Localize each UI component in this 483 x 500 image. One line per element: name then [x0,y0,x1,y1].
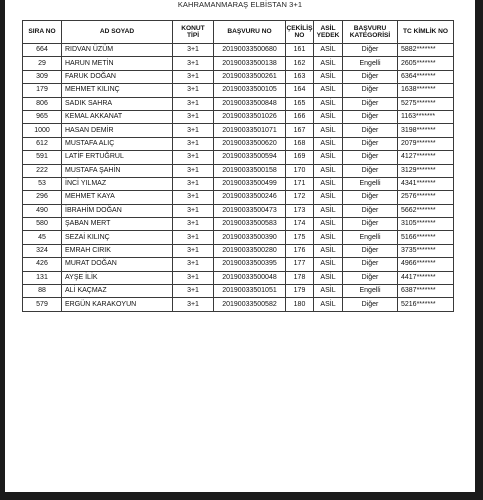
table-row [23,231,454,244]
header-basvuru-no: BAŞVURU NO [214,21,286,44]
table-row [23,177,454,190]
cell-ad-soyad: HARUN METİN [62,57,173,70]
cell-konut-tipi: 3+1 [173,285,214,298]
cell-konut-tipi: 3+1 [173,124,214,137]
cell-cekilis-no: 172 [286,191,314,204]
cell-cekilis-no: 165 [286,97,314,110]
table-row [23,164,454,177]
cell-asil-yedek: ASİL [314,298,343,311]
cell-basvuru-kategorisi: Diğer [343,271,398,284]
cell-tc-kimlik-no: 5662******* [398,204,454,217]
cell-sira-no: 131 [23,271,62,284]
cell-cekilis-no: 175 [286,231,314,244]
cell-konut-tipi: 3+1 [173,244,214,257]
cell-tc-kimlik-no: 3198******* [398,124,454,137]
cell-tc-kimlik-no: 6387******* [398,285,454,298]
cell-basvuru-kategorisi: Diğer [343,244,398,257]
cell-sira-no: 490 [23,204,62,217]
header-ad-soyad: AD SOYAD [62,21,173,44]
cell-asil-yedek: ASİL [314,164,343,177]
cell-asil-yedek: ASİL [314,285,343,298]
table-row [23,151,454,164]
cell-tc-kimlik-no: 3735******* [398,244,454,257]
cell-konut-tipi: 3+1 [173,164,214,177]
table-row [23,137,454,150]
cell-basvuru-no: 20190033500583 [214,218,286,231]
cell-asil-yedek: ASİL [314,124,343,137]
cell-sira-no: 1000 [23,124,62,137]
cell-ad-soyad: HASAN DEMİR [62,124,173,137]
cell-tc-kimlik-no: 6364******* [398,70,454,83]
cell-asil-yedek: ASİL [314,244,343,257]
cell-basvuru-kategorisi: Diğer [343,110,398,123]
cell-ad-soyad: ERGÜN KARAKOYUN [62,298,173,311]
cell-konut-tipi: 3+1 [173,298,214,311]
cell-sira-no: 29 [23,57,62,70]
cell-basvuru-no: 20190033500280 [214,244,286,257]
cell-basvuru-no: 20190033500499 [214,177,286,190]
cell-basvuru-no: 20190033500138 [214,57,286,70]
cell-tc-kimlik-no: 1163******* [398,110,454,123]
cell-sira-no: 222 [23,164,62,177]
cell-basvuru-kategorisi: Engelli [343,231,398,244]
table-row [23,271,454,284]
cell-ad-soyad: MURAT DOĞAN [62,258,173,271]
cell-sira-no: 580 [23,218,62,231]
table-row [23,110,454,123]
document-page [5,0,475,492]
cell-asil-yedek: ASİL [314,70,343,83]
cell-ad-soyad: EMRAH CIRIK [62,244,173,257]
header-konut-tipi-line1: KONUT [181,24,205,32]
cell-ad-soyad: MEHMET KILINÇ [62,84,173,97]
header-tc-kimlik-no: TC KİMLİK NO [398,21,454,44]
cell-cekilis-no: 162 [286,57,314,70]
cell-sira-no: 612 [23,137,62,150]
table-row [23,124,454,137]
cell-cekilis-no: 167 [286,124,314,137]
header-asil-yedek-line2: YEDEK [316,32,340,39]
cell-asil-yedek: ASİL [314,137,343,150]
cell-konut-tipi: 3+1 [173,231,214,244]
cell-tc-kimlik-no: 5275******* [398,97,454,110]
cell-cekilis-no: 180 [286,298,314,311]
cell-konut-tipi: 3+1 [173,151,214,164]
cell-basvuru-no: 20190033501051 [214,285,286,298]
cell-basvuru-kategorisi: Diğer [343,137,398,150]
cell-tc-kimlik-no: 4127******* [398,151,454,164]
cell-basvuru-kategorisi: Diğer [343,151,398,164]
cell-konut-tipi: 3+1 [173,110,214,123]
cell-sira-no: 965 [23,110,62,123]
cell-basvuru-no: 20190033500158 [214,164,286,177]
cell-ad-soyad: AYŞE İLİK [62,271,173,284]
header-cekilis-no-line2: NO [294,32,305,39]
cell-cekilis-no: 173 [286,204,314,217]
cell-asil-yedek: ASİL [314,191,343,204]
cell-basvuru-kategorisi: Diğer [343,204,398,217]
cell-asil-yedek: ASİL [314,231,343,244]
cell-basvuru-kategorisi: Diğer [343,218,398,231]
cell-cekilis-no: 177 [286,258,314,271]
table-row [23,44,454,57]
cell-ad-soyad: MUSTAFA ŞAHİN [62,164,173,177]
table-row [23,204,454,217]
cell-tc-kimlik-no: 3105******* [398,218,454,231]
cell-ad-soyad: ŞABAN MERT [62,218,173,231]
cell-ad-soyad: SADIK SAHRA [62,97,173,110]
cell-basvuru-no: 20190033500390 [214,231,286,244]
cell-basvuru-no: 20190033500620 [214,137,286,150]
cell-basvuru-no: 20190033500848 [214,97,286,110]
cell-sira-no: 806 [23,97,62,110]
table-row [23,298,454,311]
cell-ad-soyad: SEZAİ KILINÇ [62,231,173,244]
table-body [23,44,454,312]
cell-tc-kimlik-no: 2576******* [398,191,454,204]
cell-konut-tipi: 3+1 [173,137,214,150]
header-asil-yedek [314,21,343,44]
cell-tc-kimlik-no: 5216******* [398,298,454,311]
table-row [23,191,454,204]
cell-basvuru-no: 20190033500105 [214,84,286,97]
header-basvuru-kategorisi [343,21,398,44]
cell-sira-no: 426 [23,258,62,271]
cell-asil-yedek: ASİL [314,97,343,110]
table-row [23,97,454,110]
cell-basvuru-kategorisi: Engelli [343,177,398,190]
cell-basvuru-kategorisi: Engelli [343,57,398,70]
cell-tc-kimlik-no: 1638******* [398,84,454,97]
cell-konut-tipi: 3+1 [173,70,214,83]
header-basvuru-kategorisi-line1: BAŞVURU [353,24,387,32]
cell-sira-no: 579 [23,298,62,311]
cell-sira-no: 45 [23,231,62,244]
cell-sira-no: 88 [23,285,62,298]
table-row [23,218,454,231]
cell-tc-kimlik-no: 3129******* [398,164,454,177]
cell-cekilis-no: 179 [286,285,314,298]
cell-cekilis-no: 168 [286,137,314,150]
cell-konut-tipi: 3+1 [173,97,214,110]
cell-sira-no: 591 [23,151,62,164]
cell-konut-tipi: 3+1 [173,44,214,57]
cell-asil-yedek: ASİL [314,44,343,57]
cell-konut-tipi: 3+1 [173,218,214,231]
table-row [23,258,454,271]
cell-cekilis-no: 163 [286,70,314,83]
cell-sira-no: 324 [23,244,62,257]
cell-ad-soyad: RIDVAN ÜZÜM [62,44,173,57]
cell-tc-kimlik-no: 2079******* [398,137,454,150]
cell-sira-no: 309 [23,70,62,83]
cell-tc-kimlik-no: 5882******* [398,44,454,57]
cell-asil-yedek: ASİL [314,57,343,70]
cell-ad-soyad: FARUK DOĞAN [62,70,173,83]
table-row [23,244,454,257]
cell-sira-no: 179 [23,84,62,97]
cell-ad-soyad: KEMAL AKKANAT [62,110,173,123]
cell-basvuru-no: 20190033500582 [214,298,286,311]
cell-cekilis-no: 169 [286,151,314,164]
cell-cekilis-no: 171 [286,177,314,190]
header-cekilis-no [286,21,314,44]
cell-basvuru-no: 20190033500473 [214,204,286,217]
cell-konut-tipi: 3+1 [173,204,214,217]
cell-konut-tipi: 3+1 [173,191,214,204]
cell-basvuru-kategorisi: Diğer [343,70,398,83]
cell-asil-yedek: ASİL [314,110,343,123]
cell-basvuru-no: 20190033500246 [214,191,286,204]
cell-basvuru-kategorisi: Diğer [343,164,398,177]
header-cekilis-no-line1: ÇEKİLİŞ [286,24,313,32]
cell-tc-kimlik-no: 4966******* [398,258,454,271]
cell-cekilis-no: 164 [286,84,314,97]
cell-tc-kimlik-no: 4341******* [398,177,454,190]
cell-basvuru-no: 20190033500594 [214,151,286,164]
header-basvuru-kategorisi-line2: KATEGORİSİ [349,32,391,39]
cell-ad-soyad: İBRAHİM DOĞAN [62,204,173,217]
cell-basvuru-kategorisi: Diğer [343,84,398,97]
cell-ad-soyad: MUSTAFA ALIÇ [62,137,173,150]
table-row [23,285,454,298]
cell-basvuru-kategorisi: Diğer [343,44,398,57]
cell-cekilis-no: 174 [286,218,314,231]
cell-asil-yedek: ASİL [314,218,343,231]
cell-asil-yedek: ASİL [314,258,343,271]
cell-sira-no: 296 [23,191,62,204]
cell-sira-no: 664 [23,44,62,57]
cell-asil-yedek: ASİL [314,151,343,164]
table-row [23,70,454,83]
cell-basvuru-kategorisi: Diğer [343,97,398,110]
table-row [23,84,454,97]
cell-basvuru-kategorisi: Engelli [343,285,398,298]
cell-tc-kimlik-no: 4417******* [398,271,454,284]
cell-cekilis-no: 170 [286,164,314,177]
cell-asil-yedek: ASİL [314,177,343,190]
header-konut-tipi-line2: TİPİ [186,32,200,39]
cell-cekilis-no: 166 [286,110,314,123]
cell-basvuru-no: 20190033501071 [214,124,286,137]
cell-asil-yedek: ASİL [314,271,343,284]
cell-tc-kimlik-no: 2605******* [398,57,454,70]
table-header-row [23,21,454,44]
cell-konut-tipi: 3+1 [173,84,214,97]
cell-basvuru-kategorisi: Diğer [343,298,398,311]
cell-ad-soyad: ALİ KAÇMAZ [62,285,173,298]
cell-basvuru-kategorisi: Diğer [343,124,398,137]
cell-basvuru-no: 20190033500048 [214,271,286,284]
document-title: KAHRAMANMARAŞ ELBİSTAN 3+1 [177,0,303,9]
cell-konut-tipi: 3+1 [173,57,214,70]
header-konut-tipi [173,21,214,44]
cell-ad-soyad: MEHMET KAYA [62,191,173,204]
cell-cekilis-no: 161 [286,44,314,57]
cell-basvuru-kategorisi: Diğer [343,191,398,204]
cell-basvuru-no: 20190033500261 [214,70,286,83]
cell-konut-tipi: 3+1 [173,177,214,190]
cell-ad-soyad: LATİF ERTUĞRUL [62,151,173,164]
cell-cekilis-no: 178 [286,271,314,284]
cell-asil-yedek: ASİL [314,204,343,217]
cell-konut-tipi: 3+1 [173,271,214,284]
cell-cekilis-no: 176 [286,244,314,257]
cell-basvuru-kategorisi: Diğer [343,258,398,271]
results-table [22,20,454,312]
cell-sira-no: 53 [23,177,62,190]
cell-basvuru-no: 20190033500395 [214,258,286,271]
cell-basvuru-no: 20190033500680 [214,44,286,57]
cell-asil-yedek: ASİL [314,84,343,97]
cell-ad-soyad: İNCİ YILMAZ [62,177,173,190]
cell-basvuru-no: 20190033501026 [214,110,286,123]
cell-konut-tipi: 3+1 [173,258,214,271]
table-row [23,57,454,70]
header-asil-yedek-line1: ASİL [320,24,336,32]
header-sira-no: SIRA NO [23,21,62,44]
cell-tc-kimlik-no: 5166******* [398,231,454,244]
